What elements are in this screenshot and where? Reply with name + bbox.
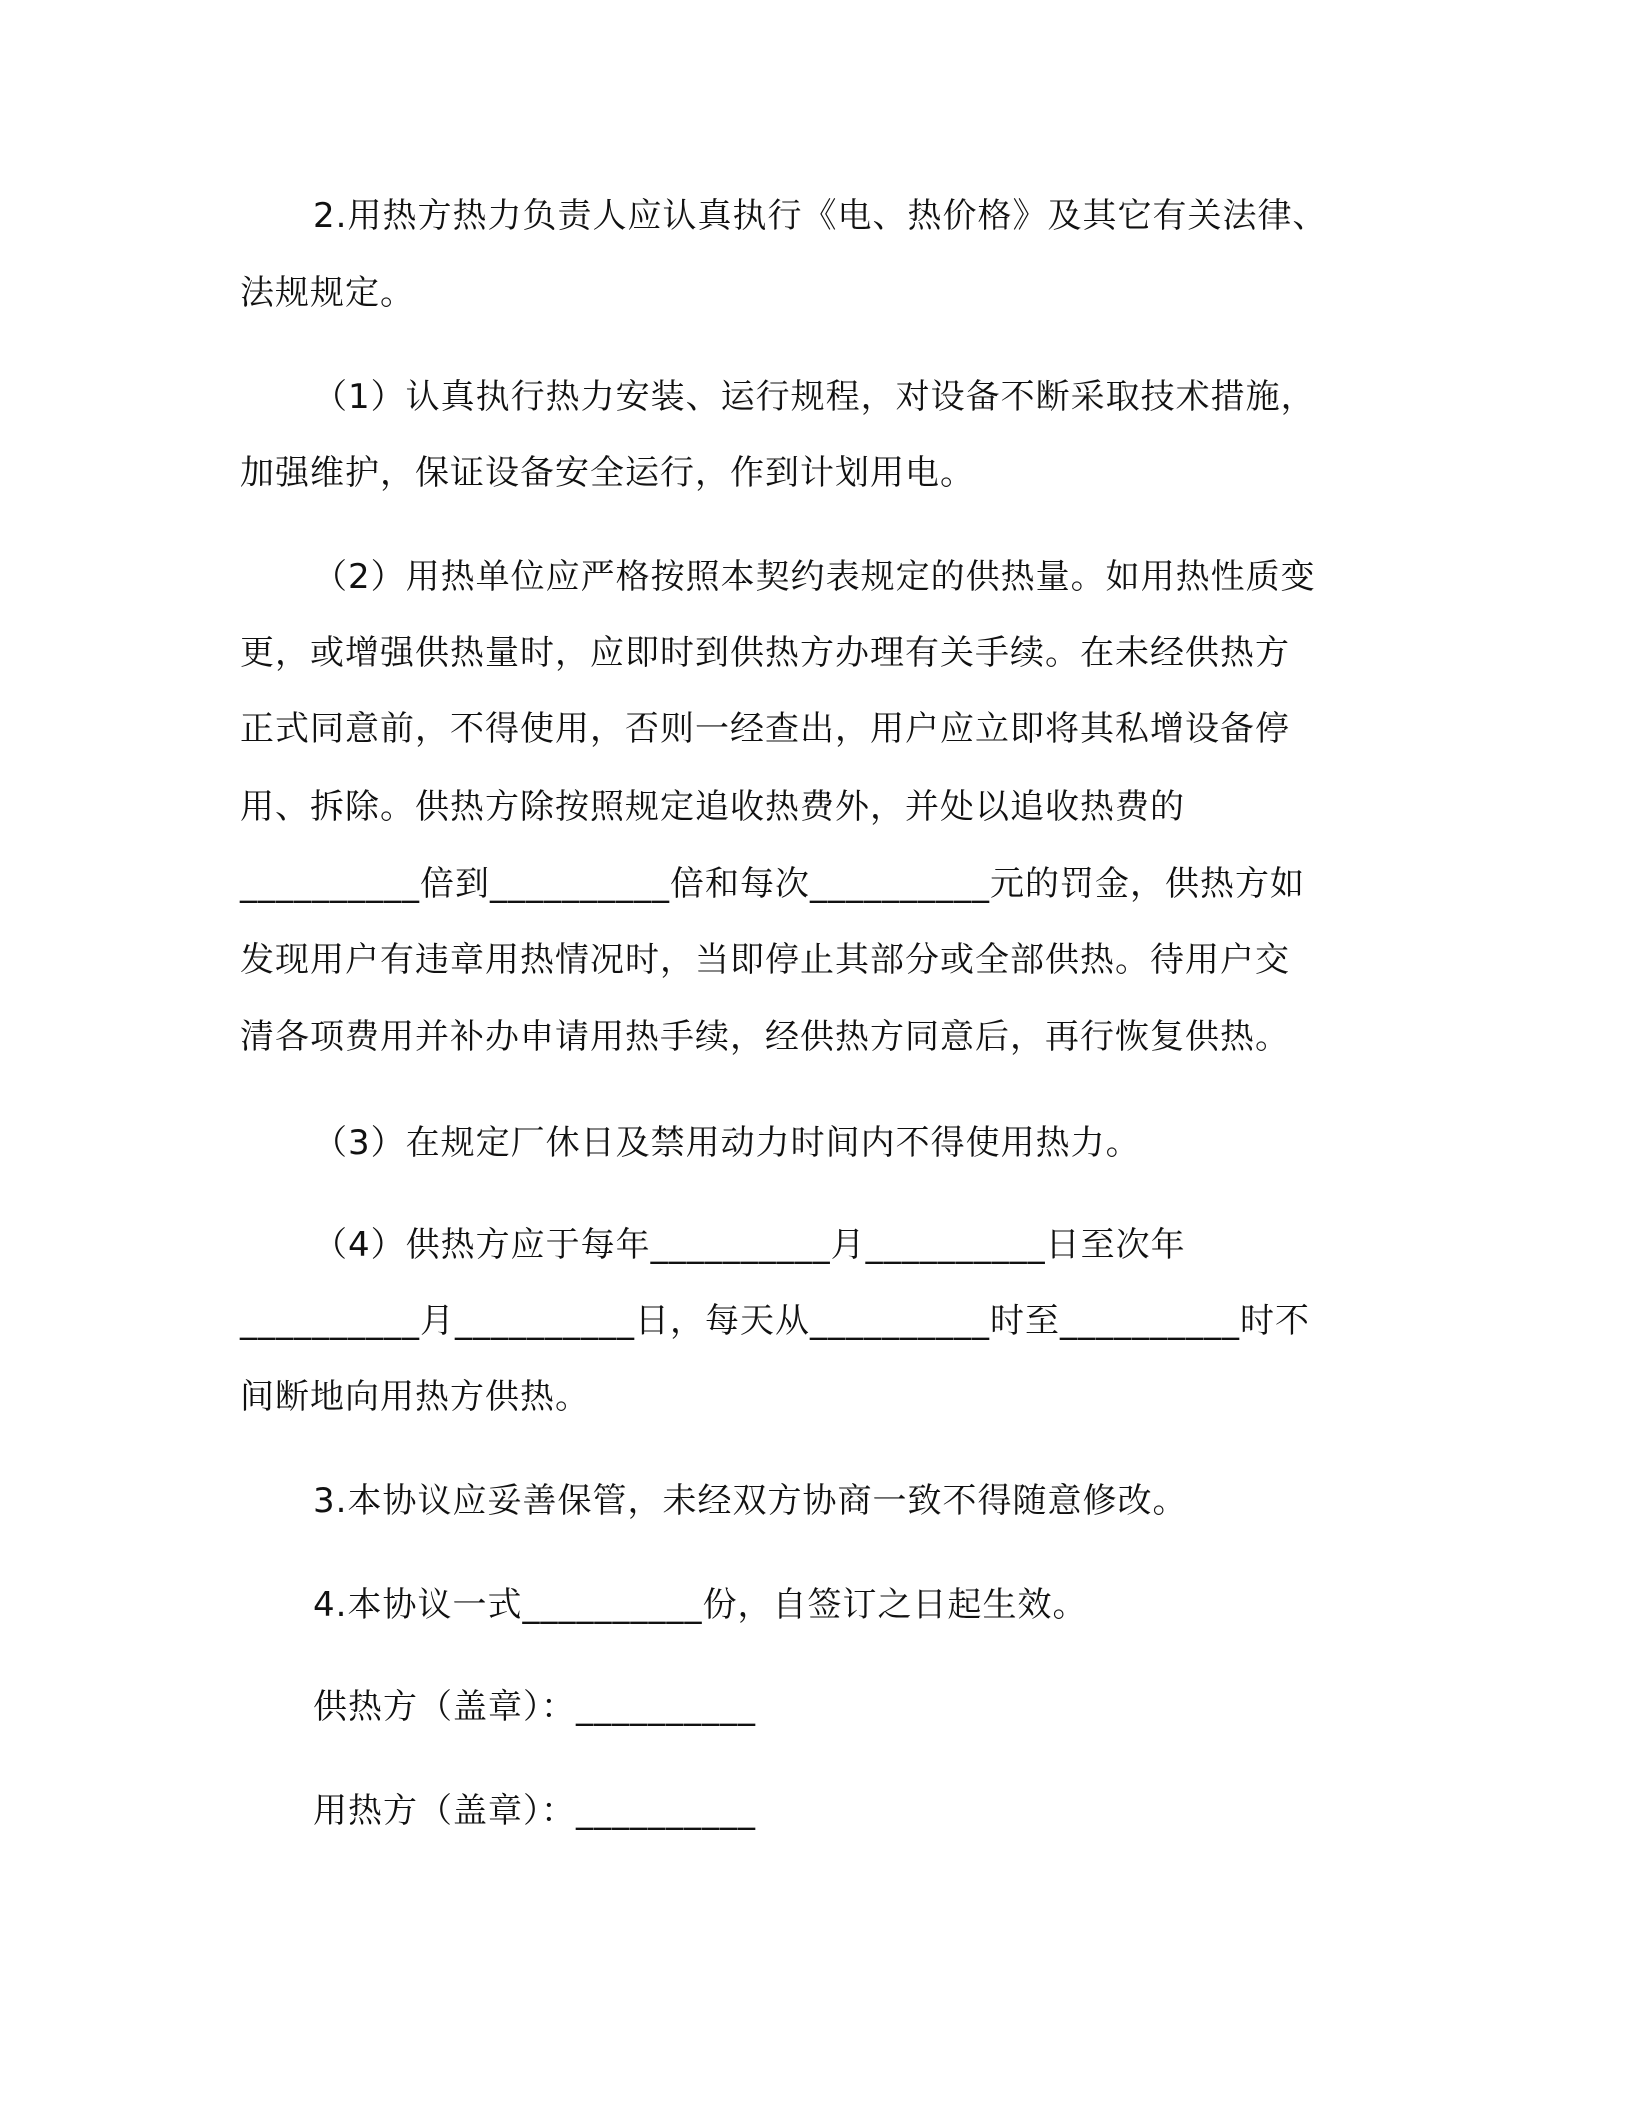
item-4-line: 间断地向用热方供热。 (240, 1377, 590, 1417)
item-1-line: 加强维护，保证设备安全运行，作到计划用电。 (240, 453, 975, 493)
item-4-line: （4）供热方应于每年__________月__________日至次年 (313, 1225, 1186, 1265)
item-2-line: 清各项费用并补办申请用热手续，经供热方同意后，再行恢复供热。 (240, 1017, 1290, 1057)
item-2-line: 更，或增强供热量时，应即时到供热方办理有关手续。在未经供热方 (240, 633, 1290, 673)
item-2-line: 正式同意前，不得使用，否则一经查出，用户应立即将其私增设备停 (240, 709, 1290, 749)
item-2-line: 发现用户有违章用热情况时，当即停止其部分或全部供热。待用户交 (240, 940, 1290, 980)
item-4-line: __________月__________日，每天从__________时至__________时不 (240, 1301, 1310, 1341)
item-1-line: （1）认真执行热力安装、运行规程，对设备不断采取技术措施， (313, 377, 1316, 417)
clause-2-line: 法规规定。 (240, 273, 415, 313)
user-seal-line: 用热方（盖章）：__________ (313, 1791, 756, 1831)
item-2-line: 用、拆除。供热方除按照规定追收热费外，并处以追收热费的 (240, 787, 1185, 827)
item-3-line: （3）在规定厂休日及禁用动力时间内不得使用热力。 (313, 1123, 1141, 1163)
clause-4-line: 4.本协议一式__________份，自签订之日起生效。 (313, 1585, 1088, 1625)
supplier-seal-line: 供热方（盖章）：__________ (313, 1687, 756, 1727)
clause-3-line: 3.本协议应妥善保管，未经双方协商一致不得随意修改。 (313, 1481, 1188, 1521)
item-2-penalty-blanks-line: __________倍到__________倍和每次__________元的罚金，供热方如 (240, 864, 1305, 904)
item-2-line: （2）用热单位应严格按照本契约表规定的供热量。如用热性质变 (313, 557, 1316, 597)
clause-2-line: 2.用热方热力负责人应认真执行《电、热价格》及其它有关法律、 (313, 196, 1328, 236)
